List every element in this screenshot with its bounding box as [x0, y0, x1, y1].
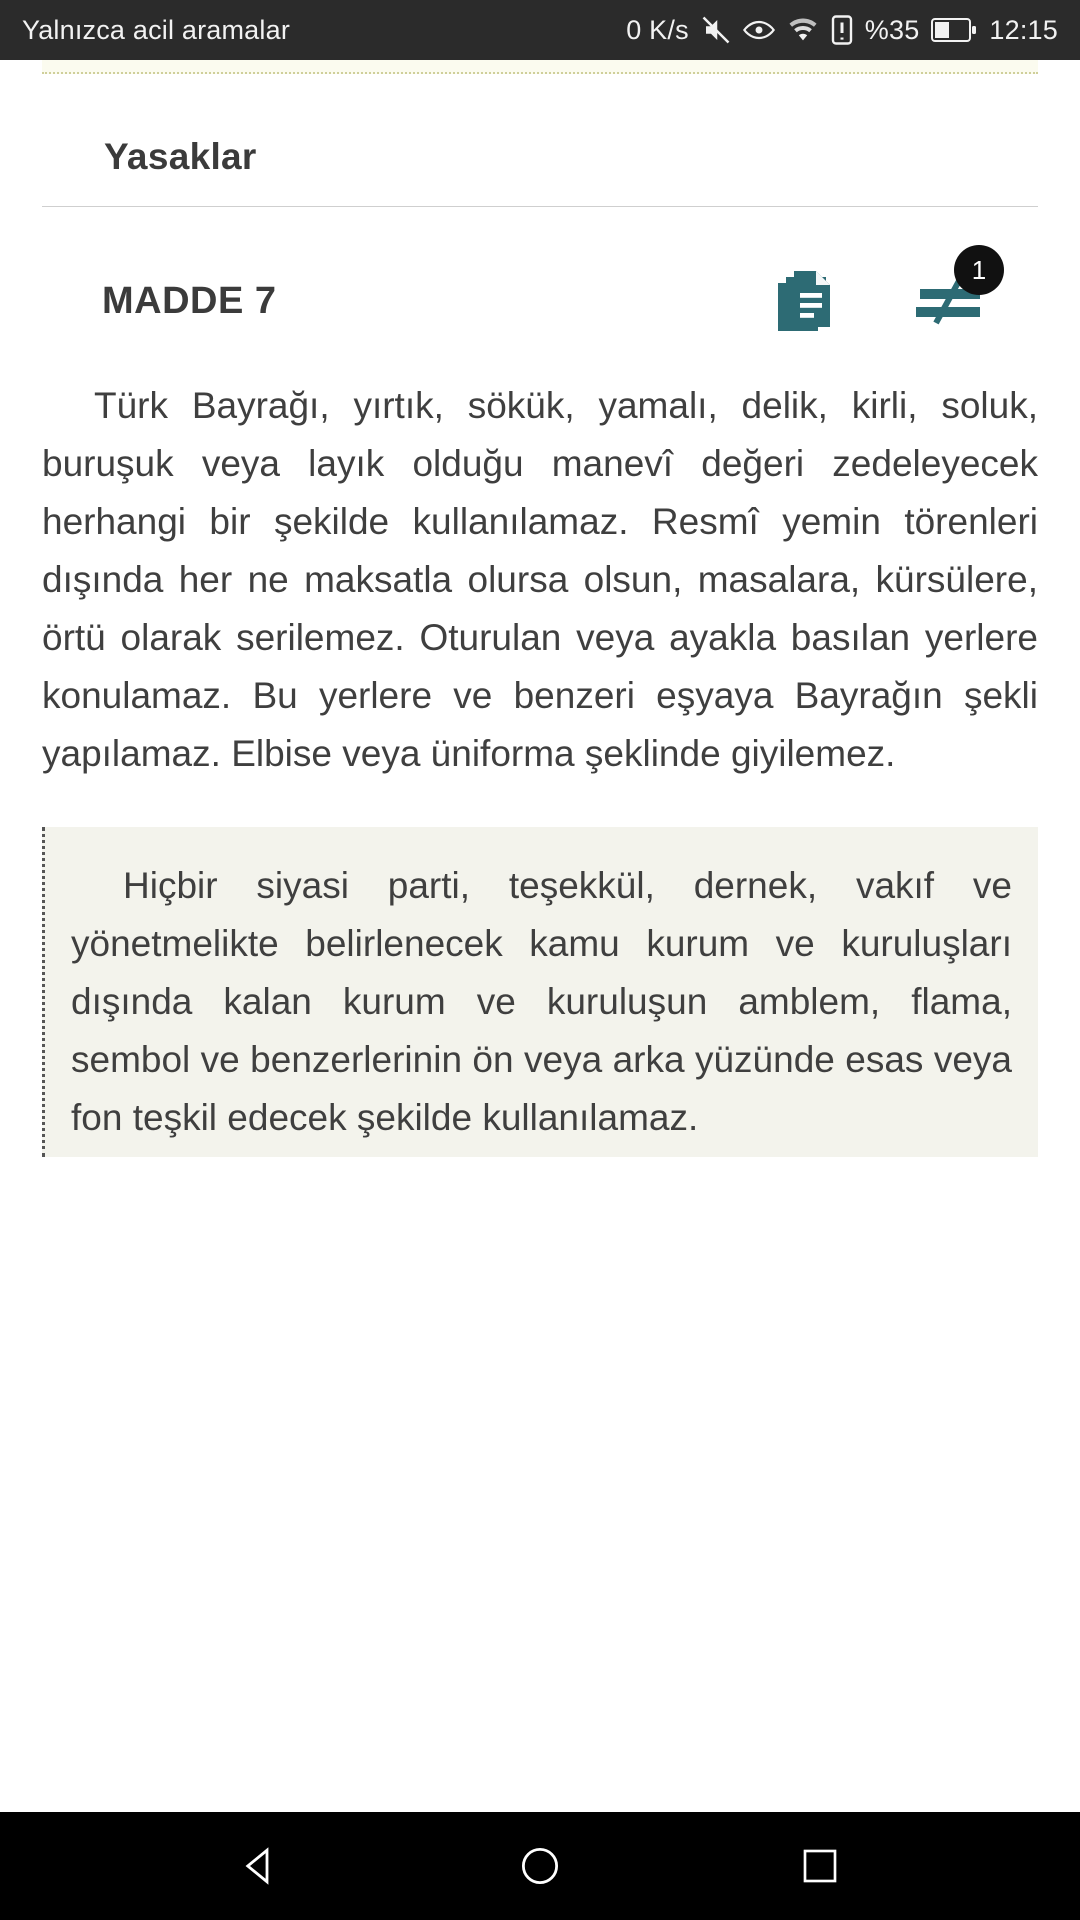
copy-button[interactable] — [768, 261, 848, 341]
article-header-row — [42, 254, 1038, 341]
copy-icon — [774, 267, 842, 335]
previous-quote-fragment — [42, 60, 1038, 74]
quote-paragraph: Hiçbir siyasi parti, teşekkül, dernek, vakıf ve yönetmelikte belirlenecek kamu kurum ve kuruluşları dışında kalan kurum ve kuruluşun amblem, flama, sembol ve benzerlerinin ön veya arka yüzünde esas veya fon teşkil edecek şekilde kullanılamaz. — [71, 865, 1012, 1138]
status-icons — [626, 15, 1058, 46]
quote-block — [42, 827, 1038, 1157]
sim-alert-icon — [831, 15, 853, 45]
back-button[interactable] — [215, 1821, 305, 1911]
back-triangle-icon — [239, 1845, 281, 1887]
mute-icon — [701, 15, 731, 45]
article-actions — [768, 254, 1038, 341]
carrier-text: Yalnızca acil aramalar — [22, 14, 291, 45]
document-scroll-area[interactable] — [0, 60, 1080, 1812]
home-circle-icon — [519, 1845, 561, 1887]
title-divider — [42, 206, 1038, 207]
eye-icon — [743, 18, 775, 42]
article-paragraph: Türk Bayrağı, yırtık, sökük, yamalı, delik, kirli, soluk, buruşuk veya layık olduğu manevî değeri zedeleyecek herhangi bir şekilde kullanılamaz. Resmî yemin törenleri dışında her ne maksatla olursa olsun, masalara, kürsülere, örtü olarak serilemez. Oturulan veya ayakla basılan yerlere konulamaz. Bu yerlere ve benzeri eşyaya Bayrağın şekli yapılamaz. Elbise veya üniforma şeklinde giyilemez. — [42, 385, 1038, 774]
status-bar — [0, 0, 1080, 60]
recents-square-icon — [800, 1846, 840, 1886]
article-label: MADDE 7 — [102, 279, 277, 322]
battery-percent-text: %35 — [864, 14, 920, 45]
clock-text: 12:15 — [989, 14, 1058, 45]
home-button[interactable] — [495, 1821, 585, 1911]
network-speed-text: 0 K/s — [626, 14, 689, 45]
wifi-icon — [787, 17, 819, 43]
system-navigation-bar — [0, 1812, 1080, 1920]
highlight-count-badge: 1 — [954, 245, 1004, 295]
recents-button[interactable] — [775, 1821, 865, 1911]
battery-icon — [931, 17, 977, 43]
highlight-button[interactable] — [910, 254, 990, 341]
section-title: Yasaklar — [104, 136, 257, 177]
